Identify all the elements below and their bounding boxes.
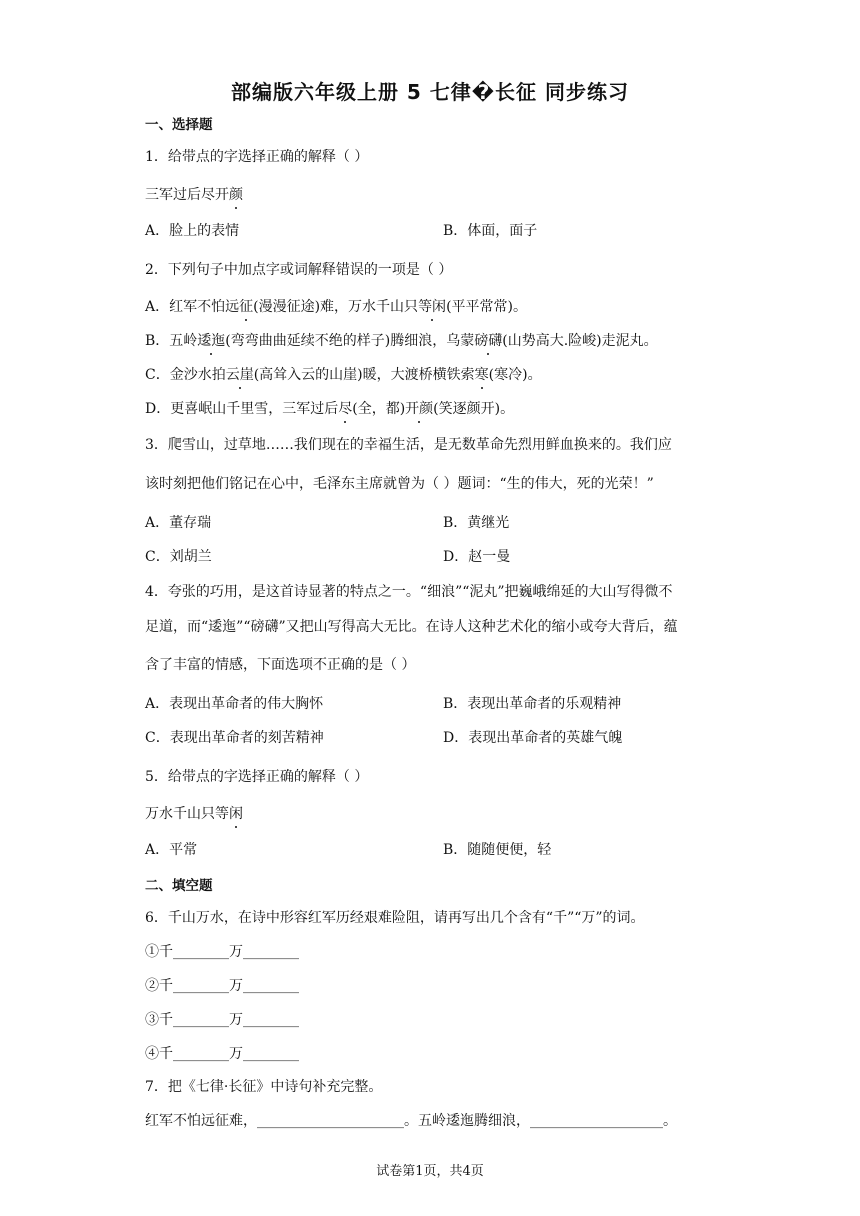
question-7-stem: 7．把《七律·长征》中诗句补充完整。 [145, 1079, 383, 1095]
question-3-option-c: C．刘胡兰 [145, 549, 212, 565]
question-6-blank-1[interactable]: ①千________万________ [145, 944, 299, 960]
dotted-word: 寒 [475, 364, 489, 384]
dotted-word: 逶迤 [197, 330, 225, 350]
question-5-option-b: B．随随便便，轻 [443, 842, 552, 858]
question-6-stem: 6．千山万水，在诗中形容红军历经艰难险阻，请再写出几个含有“千”“万”的词。 [145, 910, 645, 926]
question-4-line-1: 4．夸张的巧用，是这首诗显著的特点之一。“细浪”“泥丸”把巍峨绵延的大山写得微不 [145, 584, 673, 600]
question-1-stem: 1．给带点的字选择正确的解释（ ） [145, 149, 369, 165]
question-3-option-a: A．董存瑞 [145, 515, 212, 531]
option-text: A．红军不怕远 [145, 299, 240, 315]
quote-text: 万水千山只等 [145, 806, 229, 822]
dotted-word [418, 299, 446, 315]
question-2-option-a [145, 296, 527, 316]
quote-text: 三军过后尽开 [145, 187, 229, 203]
dotted-word: 云崖 [226, 364, 254, 384]
question-4-option-a: A．表现出革命者的伟大胸怀 [145, 696, 324, 712]
dotted-word: 开颜 [405, 398, 433, 418]
dotted-word: 尽 [338, 398, 352, 418]
question-4-option-d: D．表现出革命者的英雄气魄 [443, 730, 623, 746]
question-3-option-d: D．赵一曼 [443, 549, 511, 565]
question-2-stem: 2．下列句子中加点字或词解释错误的一项是（ ） [145, 262, 453, 278]
question-2-option-b [145, 330, 658, 350]
question-5-quote [145, 803, 243, 823]
section-heading-fill: 二、填空题 [145, 878, 213, 894]
question-3-line-1: 3．爬雪山，过草地……我们现在的幸福生活，是无数革命先烈用鲜血换来的。我们应 [145, 437, 672, 453]
page-title: 部编版六年级上册 5 七律�长征 同步练习 [230, 80, 630, 104]
dotted-word: 磅礴 [474, 330, 502, 350]
dotted-char: 颜 [229, 184, 243, 204]
question-3-line-2: 该时刻把他们铭记在心中，毛泽东主席就曾为（ ）题词：“生的伟大，死的光荣！” [145, 476, 654, 492]
question-4-line-2: 足道，而“逶迤”“磅礴”又把山写得高大无比。在诗人这种艺术化的缩小或夸大背后，蕴 [145, 619, 678, 635]
option-text: (平平常常)。 [446, 299, 527, 315]
question-4-option-c: C．表现出革命者的刻苦精神 [145, 730, 324, 746]
question-6-blank-4[interactable]: ④千________万________ [145, 1046, 299, 1062]
dotted-word: 征 [239, 296, 253, 316]
question-2-option-c [145, 364, 542, 384]
question-4-option-b: B．表现出革命者的乐观精神 [443, 696, 622, 712]
option-text: (山势高大.险峻)走泥丸。 [502, 333, 658, 349]
question-3-option-b: B．黄继光 [443, 515, 510, 531]
section-heading-choice: 一、选择题 [145, 117, 213, 133]
option-text: (寒冷)。 [488, 367, 542, 383]
option-text: (弯弯曲曲延续不绝的样子)腾细浪，乌蒙 [225, 333, 475, 349]
question-5-option-a: A．平常 [145, 842, 198, 858]
option-text: C．金沙水拍 [145, 367, 226, 383]
question-6-blank-3[interactable]: ③千________万________ [145, 1012, 299, 1028]
option-text: D．更喜岷山千里雪，三军过后 [145, 401, 339, 417]
question-1-option-a: A．脸上的表情 [145, 223, 240, 239]
question-2-option-d [145, 398, 514, 418]
option-text: (全，都) [352, 401, 406, 417]
page-footer: 试卷第1页，共4页 [376, 1164, 484, 1179]
option-text: (笑逐颜开)。 [433, 401, 515, 417]
question-1-option-b: B．体面，面子 [443, 223, 538, 239]
question-6-blank-2[interactable]: ②千________万________ [145, 978, 299, 994]
dotted-word-text: 等闲 [418, 296, 446, 316]
question-1-quote [145, 184, 243, 204]
option-text: (漫漫征途)难，万水千山只 [253, 299, 419, 315]
question-4-line-3: 含了丰富的情感，下面选项不正确的是（ ） [145, 657, 416, 673]
question-7-fill-line[interactable]: 红军不怕远征难，_____________________。五岭逶迤腾细浪，___________________。 [145, 1113, 677, 1129]
option-text: (高耸入云的山崖)暖，大渡桥横铁索 [253, 367, 475, 383]
option-text: B．五岭 [145, 333, 198, 349]
dotted-char: 闲 [229, 803, 243, 823]
question-5-stem: 5．给带点的字选择正确的解释（ ） [145, 769, 369, 785]
